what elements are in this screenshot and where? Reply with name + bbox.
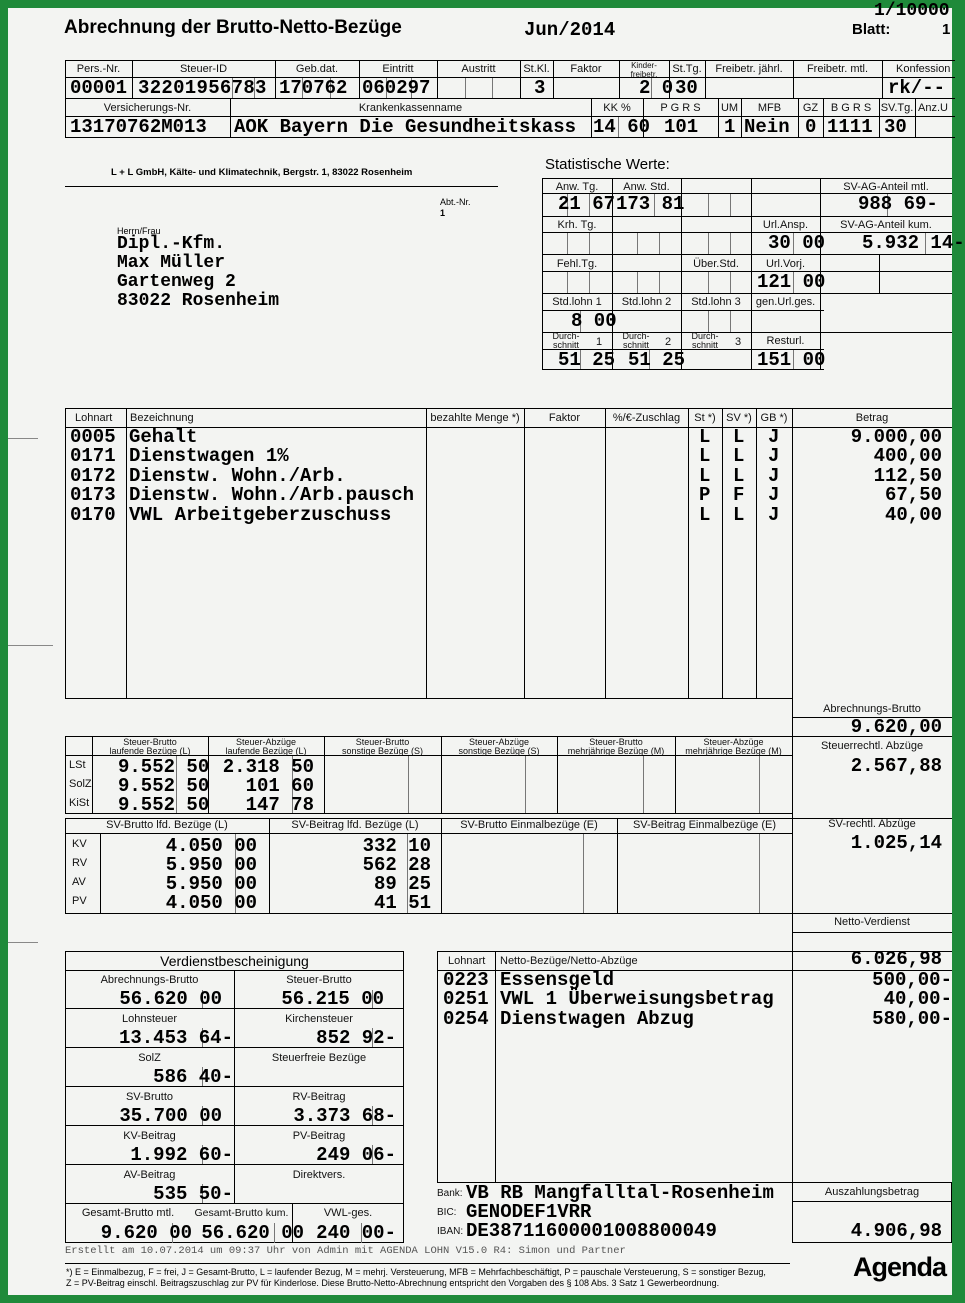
lohnart-sv: L [733,465,745,487]
netto-verdienst-label: Netto-Verdienst [834,916,910,928]
lohnart-text: Dienstw. Wohn./Arb. [129,465,346,487]
lst-label: LSt [69,759,86,771]
period: Jun/2014 [524,19,616,41]
vb-direktvers-label: Direktvers. [292,1169,346,1181]
durchschnitt1-label: Durch- schnitt [552,331,580,350]
address-line-2: Max Müller [117,253,226,273]
svtg-label: SV.Tg. [880,102,914,114]
lohnart-text: Dienstw. Wohn./Arb.pausch [129,484,415,506]
footnote-1: *) E = Einmalbezug, F = frei, J = Gesamt-Brutto, L = laufender Bezug, M = mehrj. Versteuerung, MFB = Mehrfachbeschäftigt, P = pauschale Versteuerung, S = sonstiger Bezug, [66,1267,766,1277]
lohnart-gb: J [768,504,780,526]
vb-kv-beitrag-value: 1.992 60- [130,1144,233,1166]
vb-solz-label: SolZ [138,1052,161,1064]
lohnart-st: L [699,426,711,448]
solz-label: SolZ [69,778,92,790]
netto-abzug-row [8,990,952,1009]
pgrs-value: 101 [664,116,699,138]
na-betrag: 500,00- [872,969,952,991]
vb-kirchensteuer-value: 852 92- [316,1027,396,1049]
sttg-label: St.Tg. [672,63,702,75]
bgrs-label: B G R S [830,102,872,114]
fold-mark-2 [8,645,53,646]
freibetrag-jaehrl-label: Freibetr. jährl. [715,63,783,75]
url-vorj-label: Url.Vorj. [765,258,806,270]
footnote-2: Z = PV-Beitrag einschl. Beitragszuschlag zur PV für Kinderlose. Diese Brutto-Netto-Abrechnung entspricht den Vorgaben des § 108 Abs. 3 Satz 1 Gewerbeordnung. [66,1278,720,1288]
footer-rule [65,1263,790,1264]
kinderfreibetrag-label: Kinder- freibetr. [630,61,658,79]
versicherungs-nr-value: 13170762M013 [70,116,207,138]
steuer-header-4: Steuer-Abzüge sonstige Bezüge (S) [458,737,540,756]
lohnart-sv: L [733,445,745,467]
geb-dat-value: 170762 [279,77,348,99]
kist-brutto: 9.552 50 [118,794,210,816]
col-gb: GB *) [760,412,788,424]
steuer-header-3: Steuer-Brutto sonstige Bezüge (S) [341,737,424,756]
rv-brutto: 5.950 00 [165,854,257,876]
vb-gesamt-kum-label: Gesamt-Brutto kum. [194,1207,289,1219]
kk-percent-value: 14 60 [593,116,651,138]
url-ansp-value: 30 00 [768,232,826,254]
iban-label: IBAN: [437,1226,464,1237]
lohnart-code: 0173 [70,484,116,506]
durchschnitt3-num: 3 [735,336,742,348]
vb-solz-value: 586 40- [153,1066,233,1088]
fold-mark-3 [8,942,38,943]
vb-rv-beitrag-label: RV-Beitrag [292,1091,346,1103]
bgrs-value: 1111 [827,116,873,138]
col-sv: SV *) [726,412,752,424]
lohnart-code: 0171 [70,445,116,467]
lohnart-sv: L [733,504,745,526]
um-label: UM [720,102,739,114]
av-beitrag: 89 25 [373,873,431,895]
solz-brutto: 9.552 50 [118,775,210,797]
gz-value: 0 [805,116,817,138]
vb-lohnsteuer-value: 13.453 64- [118,1027,233,1049]
freibetrag-mtl-label: Freibetr. mtl. [806,63,869,75]
na-betrag: 40,00- [883,988,952,1010]
col-menge: bezahlte Menge *) [430,412,520,424]
lohnart-st: L [699,445,711,467]
pgrs-label: P G R S [660,102,701,114]
resturl-value: 151 00 [757,349,826,371]
vb-av-beitrag-label: AV-Beitrag [123,1169,176,1181]
lohnart-st: L [699,465,711,487]
col-st: St *) [694,412,716,424]
sender-underline [65,186,498,187]
kv-beitrag: 332 10 [362,835,431,857]
sv-header-4: SV-Beitrag Einmalbezüge (E) [632,819,777,831]
lohnart-sv: L [733,426,745,448]
bank-label: Bank: [437,1188,463,1199]
lohnart-gb: J [768,465,780,487]
bic-label: BIC: [437,1207,457,1218]
ueber-std-label: Über.Std. [693,258,739,270]
eintritt-label: Eintritt [382,63,414,75]
vb-vwl-value: 240 00- [316,1222,396,1244]
sv-header-2: SV-Beitrag lfd. Bezüge (L) [291,819,419,831]
anz-u-label: Anz.U [918,102,948,114]
bic-value: GENODEF1VRR [466,1201,592,1223]
rv-label: RV [72,857,88,869]
vb-vwl-label: VWL-ges. [323,1207,373,1219]
na-betrag: 580,00- [872,1008,952,1030]
steuer-header-6: Steuer-Abzüge mehrjährige Bezüge (M) [685,737,782,756]
versicherungs-nr-label: Versicherungs-Nr. [103,102,192,114]
kist-label: KiSt [69,797,90,809]
lohnart-st: L [699,504,711,526]
anw-tg-value: 21 67 [558,193,616,215]
na-col-text: Netto-Bezüge/Netto-Abzüge [500,955,638,967]
steuer-header-5: Steuer-Brutto mehrjährige Bezüge (M) [567,737,665,756]
lst-brutto: 9.552 50 [118,756,210,778]
col-bezeichnung: Bezeichnung [130,412,194,424]
konfession-value: rk/-- [888,77,946,99]
vb-pv-beitrag-label: PV-Beitrag [292,1130,346,1142]
lohnart-gb: J [768,484,780,506]
verdienst-title: Verdienstbescheinigung [160,953,309,969]
steuer-header-2: Steuer-Abzüge laufende Bezüge (L) [225,737,307,756]
auszahlung-label: Auszahlungsbetrag [824,1186,920,1198]
resturl-label: Resturl. [766,335,805,347]
sv-rechtl-value: 1.025,14 [850,832,942,854]
kv-label: KV [72,838,87,850]
durchschnitt1-num: 1 [596,336,603,348]
lohnart-row [8,506,952,525]
netto-abzug-row [8,1010,952,1029]
stkl-value: 3 [534,77,546,99]
steuerrechtl-label: Steuerrechtl. Abzüge [820,740,924,752]
lohnart-betrag: 9.000,00 [850,426,942,448]
sv-header-1: SV-Brutto lfd. Bezüge (L) [106,819,228,831]
abrechnungs-brutto-value: 9.620,00 [850,716,942,738]
vb-abr-brutto-label: Abrechnungs-Brutto [100,974,199,986]
durchschnitt2-label: Durch- schnitt [622,331,650,350]
netto-verdienst-value: 6.026,98 [850,948,942,970]
krankenkasse-value: AOK Bayern Die Gesundheitskass [234,116,577,138]
faktor-label: Faktor [570,63,602,75]
vb-lohnsteuer-label: Lohnsteuer [121,1013,178,1025]
anw-std-value: 173 81 [616,193,685,215]
url-vorj-value: 121 00 [757,271,826,293]
pv-brutto: 4.050 00 [165,892,257,914]
lohnart-text: VWL Arbeitgeberzuschuss [129,504,392,526]
vb-kirchensteuer-label: Kirchensteuer [285,1013,353,1025]
abrechnungs-brutto-label: Abrechnungs-Brutto [823,703,921,715]
mfb-label: MFB [757,102,782,114]
solz-abzug: 101 60 [245,775,314,797]
vb-steuerfrei-label: Steuerfreie Bezüge [271,1052,367,1064]
na-text: VWL 1 Überweisungsbetrag [500,988,774,1010]
um-value: 1 [724,116,736,138]
pv-beitrag: 41 51 [373,892,431,914]
gen-url-label: gen.Url.ges. [755,296,816,308]
lohnart-betrag: 67,50 [884,484,942,506]
salutation: Herrn/Frau [117,226,161,236]
kist-abzug: 147 78 [245,794,314,816]
col-faktor: Faktor [548,412,581,424]
lst-abzug: 2.318 50 [222,756,314,778]
lohnart-row [8,447,952,466]
std-lohn2-label: Std.lohn 2 [621,296,672,308]
durchschnitt2-value: 51 25 [628,349,686,371]
sv-ag-kum-label: SV-AG-Anteil kum. [840,219,932,231]
address-line-4: 83022 Rosenheim [117,291,280,311]
auszahlung-value: 4.906,98 [850,1220,942,1242]
lohnart-betrag: 40,00 [884,504,942,526]
lohnart-st: P [699,484,711,506]
address-line-3: Gartenweg 2 [117,272,236,292]
lohnart-text: Dienstwagen 1% [129,445,289,467]
geb-dat-label: Geb.dat. [295,63,339,75]
abt-value: 1 [440,208,446,218]
stkl-label: St.Kl. [523,63,550,75]
lohnart-code: 0170 [70,504,116,526]
na-text: Dienstwagen Abzug [500,1008,694,1030]
vb-gesamt-kum-value: 56.620 00 [201,1222,304,1244]
iban-value: DE38711600001008800049 [466,1220,717,1242]
eintritt-value: 060297 [362,77,431,99]
col-betrag: Betrag [855,412,889,424]
lohnart-betrag: 400,00 [873,445,942,467]
col-lohnart: Lohnart [75,412,113,424]
std-lohn1-label: Std.lohn 1 [552,296,602,308]
abt-label: Abt.-Nr. [440,197,471,207]
payslip-page [8,1,965,1295]
konfession-label: Konfession [896,63,951,75]
sv-header-3: SV-Brutto Einmalbezüge (E) [460,819,598,831]
fold-mark-1 [8,438,38,439]
kv-brutto: 4.050 00 [165,835,257,857]
lohnart-code: 0172 [70,465,116,487]
sv-ag-mtl-value: 988 69- [858,193,938,215]
svtg-value: 30 [884,116,907,138]
durchschnitt3-label: Durch- schnitt [691,331,719,350]
steuer-header-1: Steuer-Brutto laufende Bezüge (L) [109,737,191,756]
vb-gesamt-mtl-value: 9.620 00 [100,1222,192,1244]
steuer-id-value: 32201956783 [138,77,267,99]
pers-nr-value: 00001 [70,77,128,99]
agenda-logo: Agenda [853,1252,947,1282]
lohnart-gb: J [768,445,780,467]
sttg-value: 30 [675,77,698,99]
durchschnitt1-value: 51 25 [558,349,616,371]
krankenkasse-label: Krankenkassenname [358,102,463,114]
vb-steuer-brutto-label: Steuer-Brutto [286,974,352,986]
vb-rv-beitrag-value: 3.373 68- [293,1105,396,1127]
created-line: Erstellt am 10.07.2014 um 09:37 Uhr von Admin mit AGENDA LOHN V15.0 R4: Simon und Partner [65,1245,626,1257]
sv-ag-mtl-label: SV-AG-Anteil mtl. [843,181,929,193]
top-number: 1/10000 [874,1,950,21]
vb-pv-beitrag-value: 249 06- [316,1144,396,1166]
vb-av-beitrag-value: 535 50- [153,1183,233,1205]
na-code: 0223 [443,969,489,991]
durchschnitt2-num: 2 [665,336,672,348]
lohnart-gb: J [768,426,780,448]
lohnart-text: Gehalt [129,426,198,448]
lohnart-code: 0005 [70,426,116,448]
sv-rechtl-label: SV-rechtl. Abzüge [828,818,916,830]
document-title: Abrechnung der Brutto-Netto-Bezüge [64,17,402,38]
anw-std-label: Anw. Std. [623,181,670,193]
na-text: Essensgeld [500,969,615,991]
sheet-label: Blatt: [852,21,891,38]
austritt-label: Austritt [461,63,496,75]
pv-label: PV [72,895,87,907]
sender-line: L + L GmbH, Kälte- und Klimatechnik, Bergstr. 1, 83022 Rosenheim [111,167,413,178]
na-code: 0251 [443,988,489,1010]
vb-sv-brutto-value: 35.700 00 [119,1105,222,1127]
col-zuschlag: %/€-Zuschlag [612,412,681,424]
av-label: AV [72,876,86,888]
na-col-lohnart: Lohnart [448,955,486,967]
vb-steuer-brutto-value: 56.215 00 [281,988,384,1010]
steuerrechtl-value: 2.567,88 [850,755,942,777]
std-lohn3-label: Std.lohn 3 [691,296,741,308]
vb-kv-beitrag-label: KV-Beitrag [123,1130,176,1142]
krh-tg-label: Krh. Tg. [557,219,597,231]
address-line-1: Dipl.-Kfm. [117,234,226,254]
na-code: 0254 [443,1008,489,1030]
kinderfreibetrag-value: 2 0 [639,77,674,99]
av-brutto: 5.950 00 [165,873,257,895]
rv-beitrag: 562 28 [362,854,431,876]
lohnart-sv: F [733,484,745,506]
steuer-id-label: Steuer-ID [179,63,228,75]
mfb-value: Nein [744,116,790,138]
gz-label: GZ [802,102,819,114]
pers-nr-label: Pers.-Nr. [76,63,121,75]
url-ansp-label: Url.Ansp. [762,219,809,231]
vb-gesamt-mtl-label: Gesamt-Brutto mtl. [81,1207,175,1219]
bank-value: VB RB Mangfalltal-Rosenheim [466,1182,774,1204]
sv-ag-kum-value: 5.932 14- [862,232,965,254]
lohnart-betrag: 112,50 [873,465,942,487]
vb-sv-brutto-label: SV-Brutto [125,1091,174,1103]
fehl-tg-label: Fehl.Tg. [556,258,598,270]
kk-percent-label: KK % [603,102,631,114]
stats-title: Statistische Werte: [545,156,670,173]
vb-abr-brutto-value: 56.620 00 [119,988,222,1010]
anw-tg-label: Anw. Tg. [555,181,599,193]
std-lohn1-value: 8 00 [571,310,617,332]
lohnart-row [8,486,952,505]
sheet-value: 1 [942,21,951,38]
